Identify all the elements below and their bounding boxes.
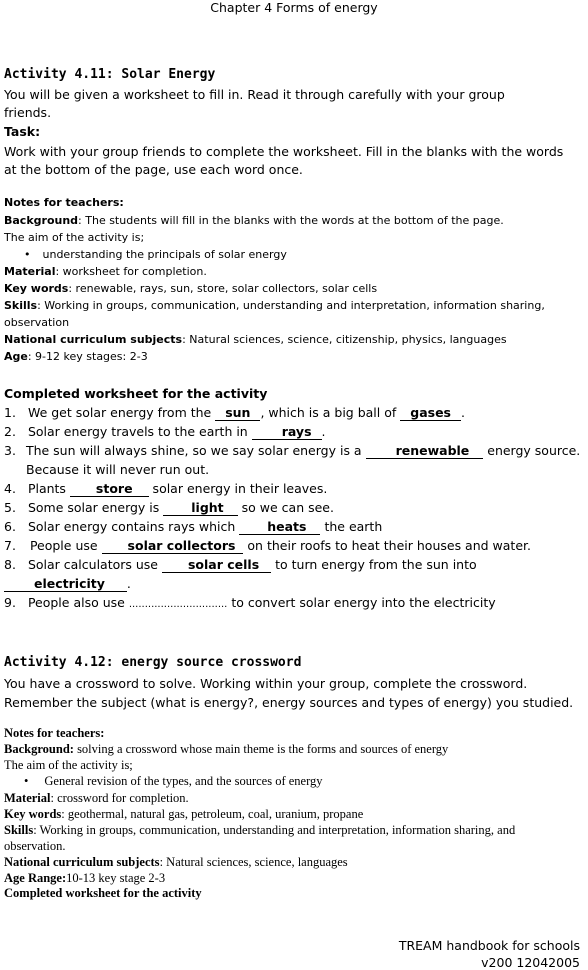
skills-label: Skills [4, 299, 38, 312]
item-text: , which is a big ball of [260, 405, 401, 420]
item-text: Solar energy contains rays which [27, 519, 240, 534]
activity-title: Activity 4.12: energy source crossword [4, 655, 302, 670]
aim-line: The aim of the activity is; [4, 231, 145, 244]
worksheet-item [4, 519, 382, 534]
worksheet-item-cont: Because it will never run out. [26, 462, 210, 477]
material-text: : crossword for completion. [50, 791, 189, 805]
item-answer: heats [239, 519, 320, 535]
ncs-text: : Natural sciences, science, citizenship, physics, languages [182, 333, 507, 346]
skills-line-cont: observation. [4, 839, 66, 853]
worksheet-item [4, 557, 477, 572]
keywords-line [4, 282, 377, 295]
item-number: 9. [4, 595, 16, 610]
material-label: Material [4, 265, 56, 278]
background-text: : The students will fill in the blanks with the words at the bottom of the page. [78, 214, 504, 227]
material-text: : worksheet for completion. [55, 265, 207, 278]
item-number: 8. [4, 557, 16, 572]
background-line [4, 742, 448, 757]
item-number: 6. [4, 519, 16, 534]
intro-line: Remember the subject (what is energy?, energy sources and types of energy) you studied. [4, 695, 574, 710]
notes-title: Notes for teachers: [4, 726, 105, 740]
item-answer: renewable [366, 443, 484, 459]
skills-text: : Working in groups, communication, understanding and interpretation, information sharing, and [33, 823, 516, 837]
keywords-label: Key words [4, 807, 62, 821]
aim-bullet [24, 774, 323, 789]
notes-title: Notes for teachers: [4, 196, 124, 209]
item-answer: electricity [4, 576, 127, 592]
item-number: 5. [4, 500, 16, 515]
intro-line: You have a crossword to solve. Working within your group, complete the crossword. [4, 676, 528, 691]
aim-bullet [24, 248, 287, 261]
item-text: Solar energy travels to the earth in [27, 424, 252, 439]
footer-line: TREAM handbook for schools [398, 938, 580, 953]
item-text: solar energy in their leaves. [148, 481, 328, 496]
item-text: Some solar energy is [27, 500, 164, 515]
material-line [4, 265, 207, 278]
worksheet-item [4, 405, 465, 420]
task-line: Work with your group friends to complete the worksheet. Fill in the blanks with the words [4, 144, 564, 159]
worksheet-item-cont [4, 576, 131, 591]
item-number: 1. [4, 405, 16, 420]
item-text: Solar calculators use [27, 557, 162, 572]
aim-line: The aim of the activity is; [4, 758, 133, 772]
keywords-text: : geothermal, natural gas, petroleum, coal, uranium, propane [61, 807, 364, 821]
keywords-text: : renewable, rays, sun, store, solar collectors, solar cells [68, 282, 378, 295]
age-label: Age Range: [4, 871, 67, 885]
item-text: . [126, 576, 131, 591]
item-number: 2. [4, 424, 16, 439]
item-answer: sun [215, 405, 260, 421]
item-answer: light [163, 500, 237, 516]
ncs-label: National curriculum subjects [4, 333, 183, 346]
skills-text: : Working in groups, communication, understanding and interpretation, information sharing, [37, 299, 545, 312]
keywords-line [4, 807, 363, 822]
ncs-label: National curriculum subjects [4, 855, 160, 869]
ncs-line [4, 333, 507, 346]
worksheet-title: Completed worksheet for the activity [4, 886, 202, 900]
background-text: solving a crossword whose main theme is the forms and sources of energy [73, 742, 449, 756]
worksheet-title: Completed worksheet for the activity [4, 386, 268, 401]
skills-label: Skills [4, 823, 34, 837]
aim-bullet-text: understanding the principals of solar energy [42, 248, 287, 261]
worksheet-item [4, 424, 326, 439]
age-line [4, 871, 165, 886]
item-number: 7. [4, 538, 16, 553]
keywords-label: Key words [4, 282, 69, 295]
intro-line: You will be given a worksheet to fill in. Read it through carefully with your group [4, 87, 505, 102]
skills-line [4, 299, 545, 312]
worksheet-item [4, 481, 327, 496]
bullet-icon: • [24, 248, 31, 261]
worksheet-item [4, 500, 334, 515]
skills-line-cont: observation [4, 316, 70, 329]
activity-title: Activity 4.11: Solar Energy [4, 67, 216, 82]
item-text: People also use [27, 595, 129, 610]
item-text: People use [29, 538, 102, 553]
item-text: . [461, 405, 465, 420]
age-line [4, 350, 148, 363]
worksheet-item [4, 443, 580, 458]
chapter-header: Chapter 4 Forms of energy [210, 0, 378, 15]
age-text: 10-13 key stage 2-3 [66, 871, 166, 885]
ncs-text: : Natural sciences, science, languages [159, 855, 348, 869]
item-text: so we can see. [237, 500, 334, 515]
item-text: the earth [320, 519, 383, 534]
intro-line: friends. [4, 105, 52, 120]
item-answer: rays [252, 424, 322, 440]
worksheet-item [4, 538, 531, 553]
item-answer: store [70, 481, 149, 497]
material-label: Material [4, 791, 51, 805]
item-text: energy source. [483, 443, 581, 458]
item-text: on their roofs to heat their houses and water. [243, 538, 531, 553]
age-label: Age [4, 350, 28, 363]
bullet-icon: • [24, 774, 29, 788]
background-label: Background [4, 214, 79, 227]
age-text: : 9-12 key stages: 2-3 [27, 350, 148, 363]
background-line [4, 214, 504, 227]
task-label: Task: [4, 124, 41, 139]
skills-line [4, 823, 515, 838]
item-number: 3. [4, 443, 16, 458]
item-answer: solar cells [162, 557, 271, 573]
item-text: The sun will always shine, so we say solar energy is a [25, 443, 366, 458]
material-line [4, 791, 189, 806]
footer-version: v200 12042005 [481, 955, 580, 970]
background-label: Background: [4, 742, 74, 756]
task-line: at the bottom of the page, use each word once. [4, 162, 303, 177]
aim-bullet-text: General revision of the types, and the sources of energy [44, 774, 323, 788]
item-text: Plants [27, 481, 70, 496]
ncs-line [4, 855, 348, 870]
worksheet-item [4, 595, 496, 610]
item-blank-dots: ............................... [128, 599, 228, 610]
item-answer: solar collectors [102, 538, 244, 554]
item-text: to convert solar energy into the electricity [227, 595, 496, 610]
item-answer: gases [400, 405, 461, 421]
item-number: 4. [4, 481, 16, 496]
item-text: We get solar energy from the [27, 405, 216, 420]
item-text: to turn energy from the sun into [271, 557, 477, 572]
item-text: . [321, 424, 326, 439]
